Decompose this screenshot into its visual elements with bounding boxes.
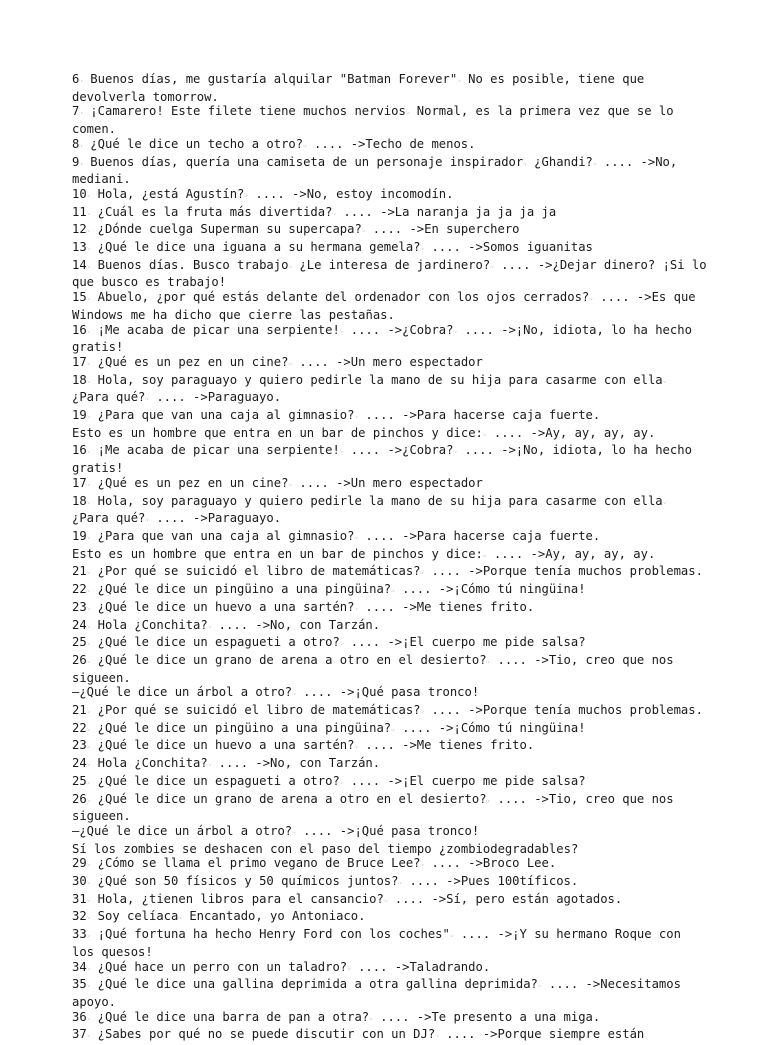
pointing-hand-icon: ☞	[482, 552, 487, 560]
document-line	[72, 290, 708, 322]
line-segment: ¿Para que van una caja al gimnasio?	[90, 408, 355, 423]
document-line	[72, 355, 708, 373]
line-segment: 19	[72, 408, 87, 423]
pointing-hand-icon: ☞	[303, 142, 307, 150]
line-segment: 21	[72, 703, 87, 718]
line-segment: 23	[72, 738, 87, 753]
document-line	[72, 1027, 708, 1045]
line-segment: 22	[72, 720, 87, 735]
line-segment: .... ->¿Cobra?	[343, 443, 454, 458]
pointing-hand-icon: ☞	[662, 378, 667, 386]
document-text-body	[72, 72, 714, 1045]
line-segment: Esto es un hombre que entra en un bar de pinchos y dice:	[72, 425, 483, 440]
line-segment: 34	[72, 959, 87, 974]
document-line	[72, 187, 708, 205]
line-segment: 14	[72, 257, 87, 272]
document-line	[72, 104, 708, 136]
line-segment: ¿Qué le dice una barra de pan a otra?	[90, 1009, 370, 1024]
line-segment: 17	[72, 475, 87, 490]
line-segment: 16	[72, 443, 87, 458]
pointing-hand-icon: ☞	[420, 246, 425, 254]
document-line	[72, 653, 708, 685]
document-line	[72, 155, 708, 187]
line-segment: 13	[72, 240, 87, 255]
pointing-hand-icon: ☞	[178, 915, 182, 923]
pointing-hand-icon: ☞	[457, 78, 461, 85]
pointing-hand-icon: ☞	[86, 762, 91, 770]
line-segment: .... ->Un mero espectador	[292, 475, 483, 490]
pointing-hand-icon: ☞	[332, 210, 337, 218]
line-segment: Esto es un hombre que entra en un bar de pinchos y dice:	[72, 546, 483, 561]
pointing-hand-icon: ☞	[86, 862, 91, 870]
line-segment: ¿Para qué?	[72, 493, 674, 526]
line-segment: 35	[72, 977, 87, 992]
line-segment: .... ->¡Cómo tú ningüina!	[394, 720, 586, 735]
line-segment: Normal, es la primera vez que se lo comen.	[72, 104, 681, 137]
document-line	[72, 600, 708, 618]
document-line	[72, 443, 708, 475]
pointing-hand-icon: ☞	[339, 449, 344, 457]
line-segment: .... ->La naranja ja ja ja ja	[336, 204, 557, 219]
line-segment: 23	[72, 599, 87, 614]
pointing-hand-icon: ☞	[86, 328, 91, 336]
line-segment: .... ->Porque siempre están	[438, 1027, 645, 1042]
line-segment: .... ->Taladrando.	[350, 959, 491, 974]
pointing-hand-icon: ☞	[86, 744, 91, 752]
line-segment: .... ->Paraguayo.	[149, 390, 282, 405]
document-line	[72, 977, 708, 1009]
document-line	[72, 856, 708, 874]
line-segment: 36	[72, 1009, 87, 1024]
pointing-hand-icon: ☞	[339, 641, 344, 649]
line-segment: —¿Qué le dice un árbol a otro?	[72, 685, 293, 700]
line-segment: 9	[72, 154, 80, 169]
pointing-hand-icon: ☞	[86, 1033, 91, 1041]
line-segment: .... ->Pues 100tíficos.	[402, 874, 579, 889]
line-segment: .... ->No, mediani.	[72, 154, 685, 187]
pointing-hand-icon: ☞	[369, 1015, 373, 1023]
line-segment: ¿Qué le dice un pingüino a una pingüina?	[90, 582, 392, 597]
pointing-hand-icon: ☞	[86, 296, 91, 304]
line-segment: ¿Qué le dice un huevo a una sartén?	[90, 599, 355, 614]
line-segment: ¿Qué le dice una iguana a su hermana gemela?	[90, 240, 421, 255]
pointing-hand-icon: ☞	[354, 744, 359, 752]
line-segment: ¿Ghandi?	[526, 154, 593, 169]
line-segment: .... ->Sí, pero están agotados.	[387, 891, 623, 906]
line-segment: 33	[72, 927, 87, 942]
document-line	[72, 72, 708, 104]
pointing-hand-icon: ☞	[391, 726, 395, 734]
line-segment: 8	[72, 136, 80, 151]
line-segment: Buenos días, me gustaría alquilar "Batman Forever"	[82, 72, 458, 86]
pointing-hand-icon: ☞	[383, 897, 388, 905]
line-segment: ¿Para qué?	[72, 372, 674, 405]
line-segment: ¡Me acaba de picar una serpiente!	[90, 443, 340, 458]
line-segment: ¿Qué es un pez en un cine?	[90, 354, 289, 369]
document-line	[72, 824, 708, 842]
document-line	[72, 547, 708, 565]
line-segment: .... ->Necesitamos apoyo.	[72, 977, 689, 1009]
line-segment: ¿Qué le dice un espagueti a otro?	[90, 635, 340, 650]
pointing-hand-icon: ☞	[288, 481, 293, 489]
line-segment: .... ->Para hacerse caja fuerte.	[358, 408, 601, 423]
line-segment: 37	[72, 1027, 87, 1042]
pointing-hand-icon: ☞	[86, 499, 91, 507]
document-line	[72, 205, 708, 223]
pointing-hand-icon: ☞	[86, 779, 91, 787]
line-segment: 15	[72, 290, 87, 305]
pointing-hand-icon: ☞	[79, 142, 83, 150]
line-segment: ¿Dónde cuelga Superman su supercapa?	[90, 222, 362, 237]
line-segment: .... ->Ay, ay, ay, ay.	[486, 425, 656, 440]
line-segment: Sí los zombies se deshacen con el paso del tiempo ¿zombiodegradables?	[72, 841, 579, 856]
pointing-hand-icon: ☞	[398, 880, 403, 888]
line-segment: Buenos días. Busco trabajo	[90, 257, 289, 272]
line-segment: 32	[72, 909, 87, 924]
pointing-hand-icon: ☞	[420, 862, 425, 870]
pointing-hand-icon: ☞	[361, 228, 366, 236]
pointing-hand-icon: ☞	[86, 897, 91, 905]
pointing-hand-icon: ☞	[86, 726, 91, 734]
pointing-hand-icon: ☞	[207, 623, 212, 631]
line-segment: ¿Le interesa de jardinero?	[292, 257, 491, 272]
line-segment: —¿Qué le dice un árbol a otro?	[72, 823, 293, 838]
line-segment: ¿Sabes por qué no se puede discutir con un DJ?	[90, 1027, 436, 1042]
line-segment: .... ->¡No, idiota, lo ha hecho gratis!	[72, 443, 700, 476]
document-line	[72, 137, 708, 155]
line-segment: Soy celíaca	[90, 909, 179, 924]
pointing-hand-icon: ☞	[86, 709, 91, 717]
pointing-hand-icon: ☞	[662, 499, 667, 507]
line-segment: .... ->Me tienes frito.	[358, 599, 535, 614]
line-segment: 18	[72, 493, 87, 508]
line-segment: Hola ¿Conchita?	[90, 617, 208, 632]
pointing-hand-icon: ☞	[523, 160, 527, 168]
line-segment: Buenos días, quería una camiseta de un personaje inspirador	[82, 154, 524, 169]
line-segment: .... ->Techo de menos.	[306, 136, 476, 151]
line-segment: 24	[72, 756, 87, 771]
line-segment: .... ->No, estoy incomodín.	[248, 186, 454, 201]
pointing-hand-icon: ☞	[86, 246, 91, 254]
document-line	[72, 909, 708, 927]
line-segment: .... ->Broco Lee.	[424, 856, 557, 871]
line-segment: 25	[72, 773, 87, 788]
pointing-hand-icon: ☞	[86, 192, 91, 200]
line-segment: Hola ¿Conchita?	[90, 756, 208, 771]
line-segment: .... ->¡Qué pasa tronco!	[295, 685, 480, 700]
pointing-hand-icon: ☞	[86, 570, 91, 578]
document-line	[72, 842, 708, 857]
pointing-hand-icon: ☞	[354, 414, 359, 422]
line-segment: 31	[72, 891, 87, 906]
document-line	[72, 874, 708, 892]
pointing-hand-icon: ☞	[145, 517, 149, 525]
line-segment: 12	[72, 222, 87, 237]
pointing-hand-icon: ☞	[86, 481, 91, 489]
document-line	[72, 257, 714, 290]
pointing-hand-icon: ☞	[339, 779, 344, 787]
document-line	[72, 408, 708, 426]
line-segment: ¿Qué le dice un techo a otro?	[82, 136, 304, 151]
line-segment: .... ->¡El cuerpo me pide salsa?	[343, 773, 586, 788]
pointing-hand-icon: ☞	[86, 360, 91, 368]
line-segment: Hola, soy paraguayo y quiero pedirle la mano de su hija para casarme con ella	[90, 372, 663, 387]
document-line	[72, 774, 708, 792]
line-segment: .... ->Ay, ay, ay, ay.	[486, 546, 656, 561]
document-line	[72, 792, 708, 824]
document-line	[72, 721, 708, 739]
line-segment: 11	[72, 204, 87, 219]
document-line	[72, 582, 708, 600]
document-line	[72, 529, 708, 547]
pointing-hand-icon: ☞	[86, 797, 91, 805]
line-segment: Hola, ¿está Agustín?	[90, 186, 245, 201]
document-line	[72, 1010, 708, 1028]
line-segment: ¿Por qué se suicidó el libro de matemáticas?	[90, 703, 421, 718]
pointing-hand-icon: ☞	[86, 228, 91, 236]
pointing-hand-icon: ☞	[86, 449, 91, 457]
pointing-hand-icon: ☞	[207, 762, 212, 770]
line-segment: .... ->Paraguayo.	[149, 511, 282, 526]
pointing-hand-icon: ☞	[288, 360, 293, 368]
line-segment: .... ->Porque tenía muchos problemas.	[424, 703, 703, 718]
line-segment: .... ->Me tienes frito.	[358, 738, 535, 753]
document-line	[72, 703, 708, 721]
document-line	[72, 426, 708, 444]
pointing-hand-icon: ☞	[490, 263, 494, 271]
line-segment: 6	[72, 72, 80, 86]
line-segment: .... ->Tio, creo que nos sigueen.	[72, 652, 681, 685]
pointing-hand-icon: ☞	[435, 1033, 439, 1041]
line-segment: .... ->¡No, idiota, lo ha hecho gratis!	[72, 322, 700, 355]
line-segment: 30	[72, 874, 87, 889]
document-line	[72, 635, 708, 653]
pointing-hand-icon: ☞	[86, 641, 91, 649]
line-segment: ¿Qué hace un perro con un taladro?	[90, 959, 348, 974]
line-segment: ¿Qué son 50 físicos y 50 químicos juntos?	[90, 874, 399, 889]
pointing-hand-icon: ☞	[592, 160, 597, 168]
line-segment: ¡Qué fortuna ha hecho Henry Ford con los coches"	[90, 927, 450, 942]
line-segment: .... ->¿Cobra?	[343, 322, 454, 337]
pointing-hand-icon: ☞	[86, 378, 91, 386]
line-segment: 18	[72, 372, 87, 387]
line-segment: ¿Qué le dice un pingüino a una pingüina?	[90, 720, 392, 735]
pointing-hand-icon: ☞	[79, 110, 83, 118]
pointing-hand-icon: ☞	[292, 691, 296, 699]
line-segment: No es posible, tiene que devolverla tomorrow.	[72, 72, 652, 104]
pointing-hand-icon: ☞	[86, 965, 91, 973]
line-segment: 21	[72, 564, 87, 579]
pointing-hand-icon: ☞	[86, 210, 91, 218]
line-segment: .... ->¡Cómo tú ningüina!	[394, 582, 586, 597]
line-segment: ¡Me acaba de picar una serpiente!	[90, 322, 340, 337]
pointing-hand-icon: ☞	[79, 160, 83, 168]
document-line	[72, 960, 708, 978]
pointing-hand-icon: ☞	[486, 797, 491, 805]
line-segment: 17	[72, 354, 87, 369]
pointing-hand-icon: ☞	[86, 983, 91, 991]
line-segment: 16	[72, 322, 87, 337]
line-segment: .... ->Un mero espectador	[292, 354, 483, 369]
line-segment: .... ->En superchero	[365, 222, 520, 237]
pointing-hand-icon: ☞	[420, 570, 425, 578]
pointing-hand-icon: ☞	[339, 328, 344, 336]
line-segment: .... ->No, con Tarzán.	[211, 617, 381, 632]
line-segment: ¿Para que van una caja al gimnasio?	[90, 528, 355, 543]
pointing-hand-icon: ☞	[288, 263, 293, 271]
pointing-hand-icon: ☞	[354, 534, 359, 542]
document-line	[72, 892, 708, 910]
document-line	[72, 756, 708, 774]
document-line	[72, 618, 708, 636]
pointing-hand-icon: ☞	[86, 623, 91, 631]
pointing-hand-icon: ☞	[453, 328, 458, 336]
document-line	[72, 240, 708, 258]
line-segment: ¿Por qué se suicidó el libro de matemáticas?	[90, 564, 421, 579]
document-line	[72, 685, 708, 703]
line-segment: ¿Qué le dice un grano de arena a otro en el desierto?	[90, 652, 487, 667]
line-segment: 7	[72, 104, 80, 119]
line-segment: Hola, soy paraguayo y quiero pedirle la mano de su hija para casarme con ella	[90, 493, 663, 508]
line-segment: 25	[72, 635, 87, 650]
pointing-hand-icon: ☞	[244, 192, 249, 200]
pointing-hand-icon: ☞	[482, 431, 487, 439]
line-segment: ¿Qué le dice una gallina deprimida a otra gallina deprimida?	[90, 977, 538, 992]
line-segment: ¿Cuál es la fruta más divertida?	[90, 204, 333, 219]
document-line	[72, 222, 708, 240]
pointing-hand-icon: ☞	[486, 658, 491, 666]
document-line	[72, 323, 708, 355]
line-segment: .... ->¡El cuerpo me pide salsa?	[343, 635, 586, 650]
document-line	[72, 564, 708, 582]
line-segment: 19	[72, 528, 87, 543]
document-line	[72, 738, 708, 756]
pointing-hand-icon: ☞	[86, 605, 91, 613]
document-line	[72, 373, 708, 408]
line-segment: .... ->Para hacerse caja fuerte.	[358, 528, 601, 543]
line-segment: 26	[72, 652, 87, 667]
pointing-hand-icon: ☞	[405, 110, 410, 118]
line-segment: .... ->Es que Windows me ha dicho que cierre las pestañas.	[72, 290, 703, 322]
line-segment: Hola, ¿tienen libros para el cansancio?	[90, 891, 384, 906]
pointing-hand-icon: ☞	[86, 534, 91, 542]
line-segment: ¿Qué le dice un grano de arena a otro en el desierto?	[90, 791, 487, 806]
pointing-hand-icon: ☞	[86, 880, 91, 888]
pointing-hand-icon: ☞	[453, 449, 458, 457]
line-segment: Abuelo, ¿por qué estás delante del ordenador con los ojos cerrados?	[90, 290, 590, 305]
line-segment: 26	[72, 791, 87, 806]
line-segment: 24	[72, 617, 87, 632]
pointing-hand-icon: ☞	[537, 983, 542, 991]
pointing-hand-icon: ☞	[589, 296, 593, 304]
line-segment: ¿Qué le dice un huevo a una sartén?	[90, 738, 355, 753]
line-segment: ¿Qué es un pez en un cine?	[90, 475, 289, 490]
pointing-hand-icon: ☞	[86, 915, 91, 923]
pointing-hand-icon: ☞	[86, 933, 91, 941]
line-segment: .... ->¡Y su hermano Roque con los quesos!	[72, 927, 689, 959]
pointing-hand-icon: ☞	[79, 78, 83, 85]
pointing-hand-icon: ☞	[391, 588, 395, 596]
line-segment: .... ->No, con Tarzán.	[211, 756, 381, 771]
pointing-hand-icon: ☞	[449, 933, 454, 941]
line-segment: .... ->¿Dejar dinero? ¡Si lo que busco es trabajo!	[72, 257, 714, 290]
line-segment: .... ->¡Qué pasa tronco!	[295, 823, 480, 838]
pointing-hand-icon: ☞	[86, 1015, 91, 1023]
line-segment: 29	[72, 856, 87, 871]
pointing-hand-icon: ☞	[354, 605, 359, 613]
line-segment: .... ->Te presento a una miga.	[372, 1009, 601, 1024]
line-segment: .... ->Tio, creo que nos sigueen.	[72, 791, 681, 824]
line-segment: ¡Camarero! Este filete tiene muchos nervios	[82, 104, 406, 119]
pointing-hand-icon: ☞	[292, 829, 296, 837]
document-line	[72, 476, 708, 494]
pointing-hand-icon: ☞	[145, 396, 149, 404]
line-segment: Encantado, yo Antoniaco.	[182, 909, 366, 924]
document-line	[72, 494, 708, 529]
document-line	[72, 927, 708, 959]
pointing-hand-icon: ☞	[347, 965, 351, 973]
line-segment: ¿Cómo se llama el primo vegano de Bruce Lee?	[90, 856, 421, 871]
pointing-hand-icon: ☞	[86, 263, 91, 271]
line-segment: ¿Qué le dice un espagueti a otro?	[90, 773, 340, 788]
pointing-hand-icon: ☞	[420, 709, 425, 717]
pointing-hand-icon: ☞	[86, 658, 91, 666]
line-segment: .... ->Porque tenía muchos problemas.	[424, 564, 703, 579]
line-segment: .... ->Somos iguanitas	[424, 240, 593, 255]
pointing-hand-icon: ☞	[86, 588, 91, 596]
pointing-hand-icon: ☞	[86, 414, 91, 422]
line-segment: 10	[72, 186, 87, 201]
line-segment: 22	[72, 582, 87, 597]
